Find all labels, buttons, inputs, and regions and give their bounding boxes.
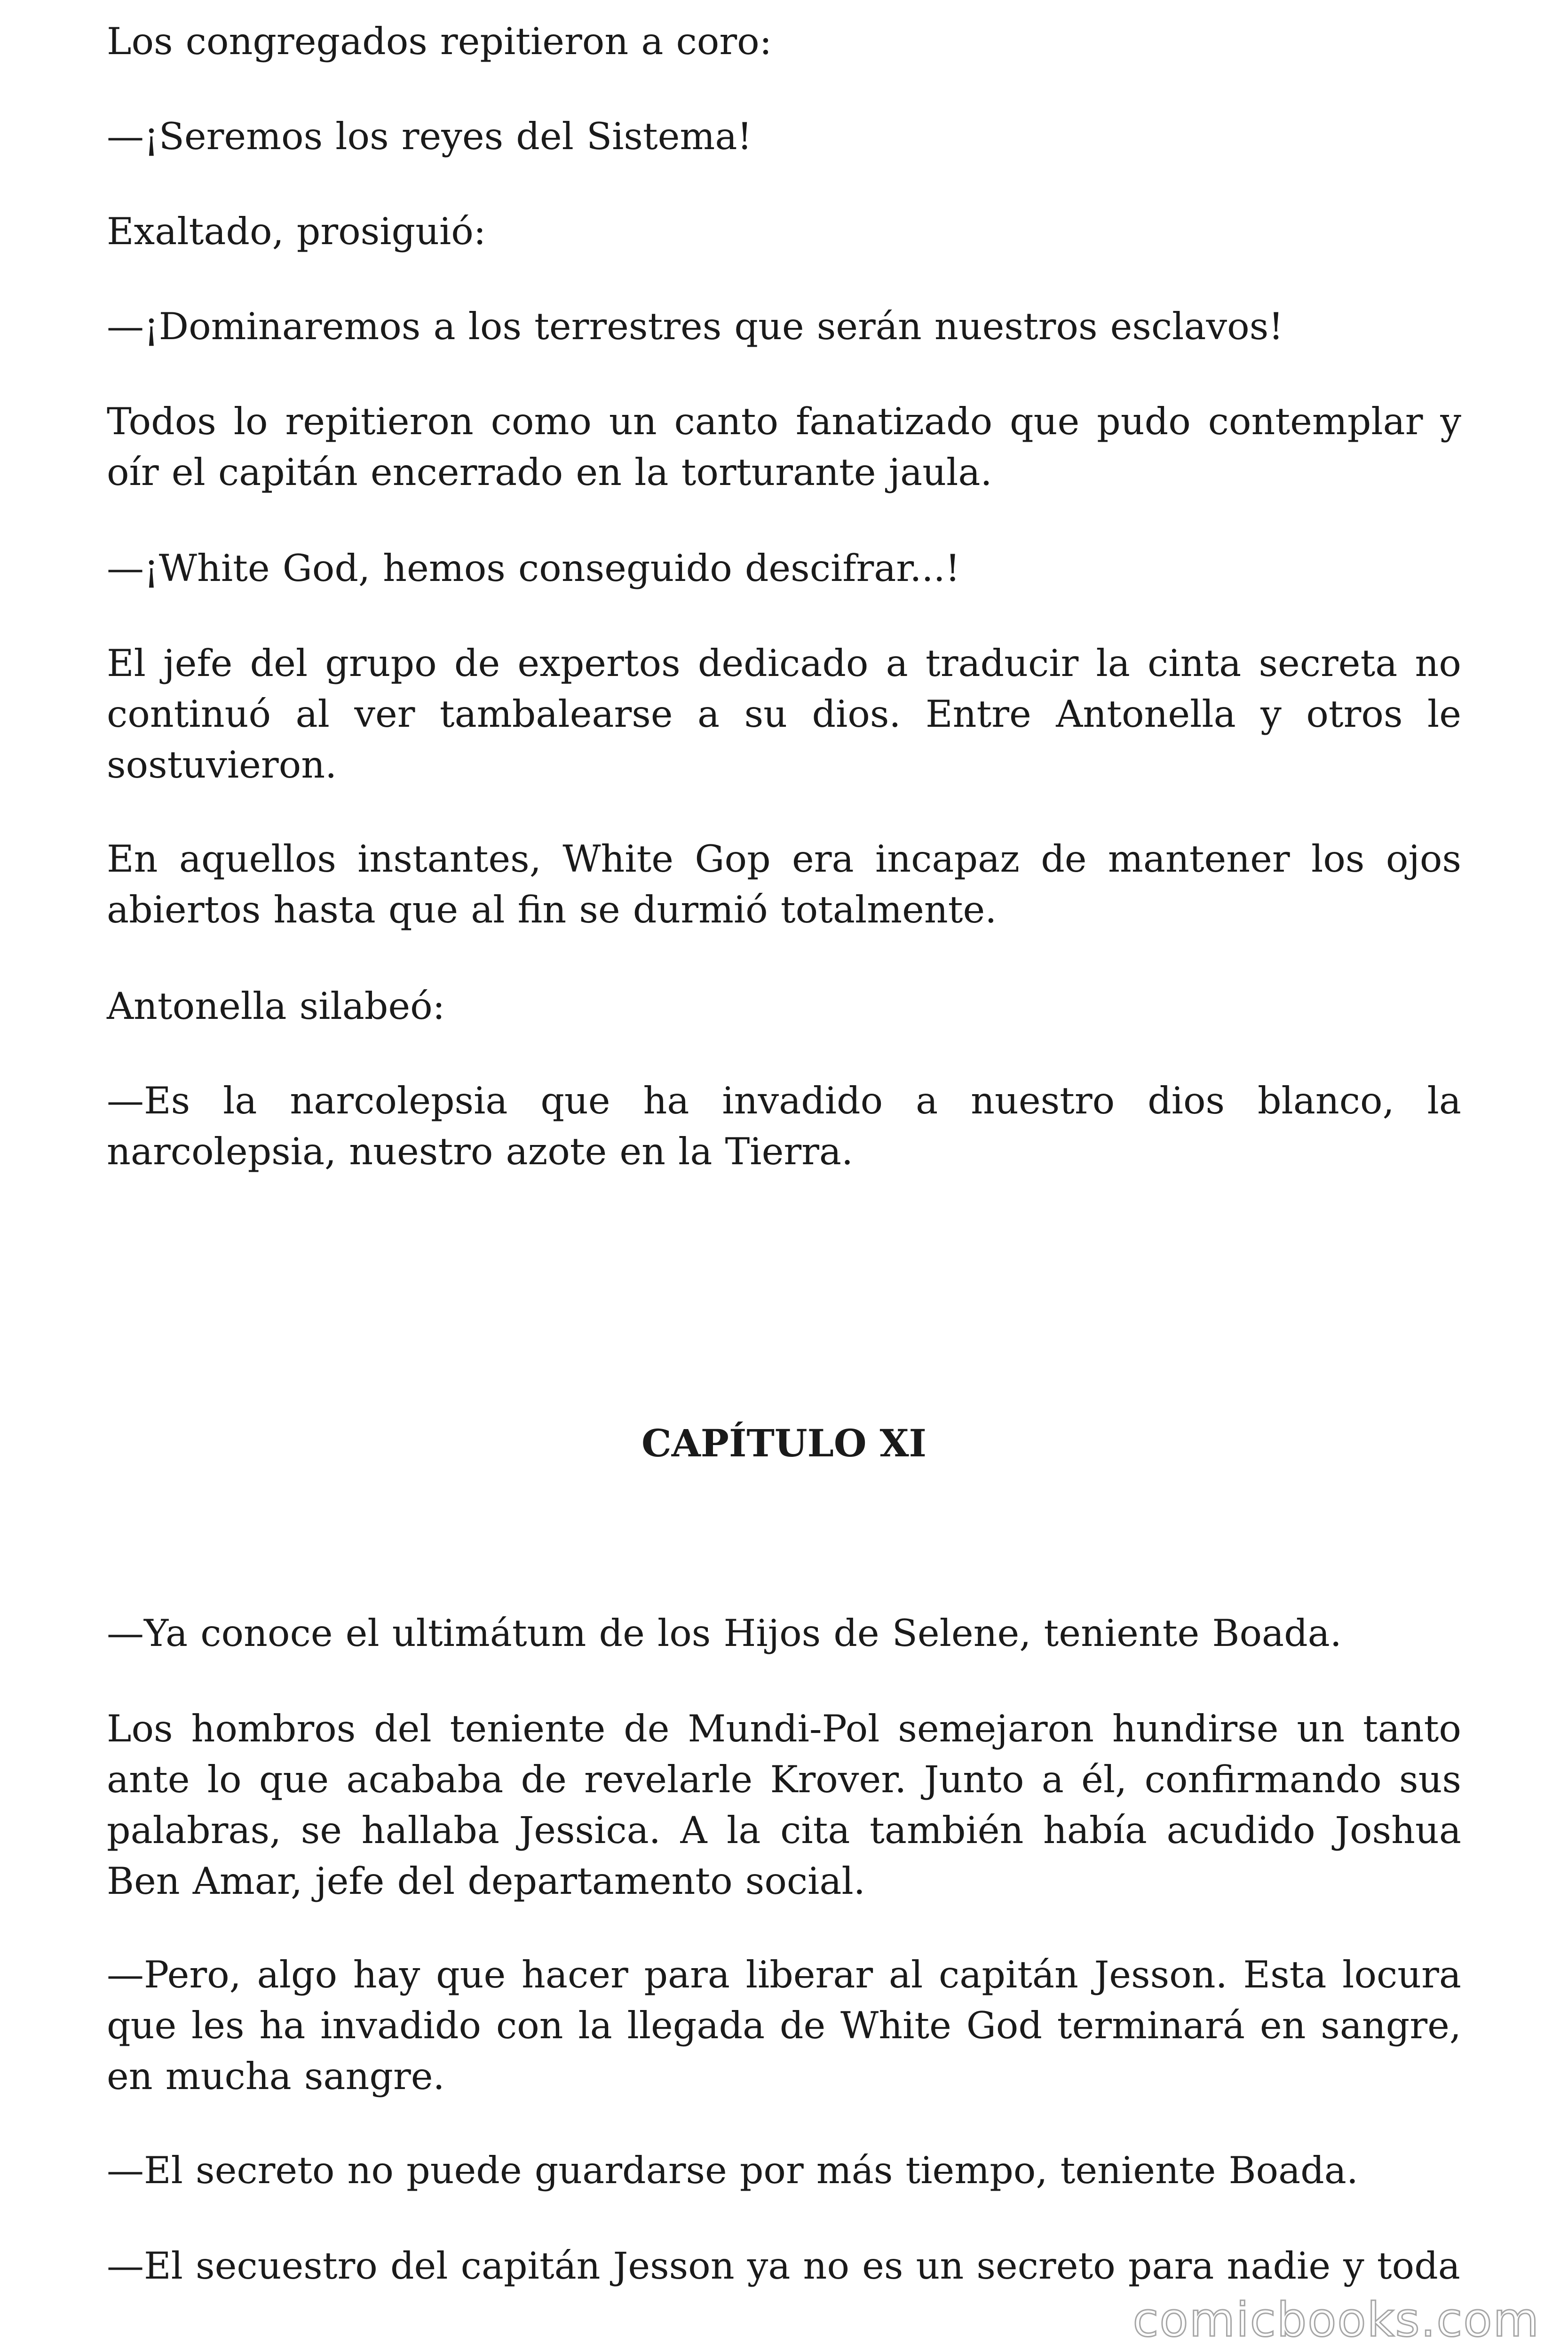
site-watermark: comicbooks.com [1132, 2292, 1540, 2347]
paragraph: En aquellos instantes, White Gop era incapaz de mantener los ojos abiertos hasta que al fin se durmió totalmente. [107, 837, 1461, 931]
paragraph: Exaltado, prosiguió: [107, 210, 486, 253]
paragraph: —¡White God, hemos conseguido descifrar...! [107, 547, 960, 590]
paragraph: —Ya conoce el ultimátum de los Hijos de Selene, teniente Boada. [107, 1612, 1342, 1655]
chapter-heading: CAPÍTULO XI [641, 1421, 927, 1465]
paragraph: Los congregados repitieron a coro: [107, 20, 772, 63]
paragraph: Todos lo repitieron como un canto fanatizado que pudo contemplar y oír el capitán encerrado en la torturante jaula. [107, 400, 1461, 494]
paragraph: El jefe del grupo de expertos dedicado a traducir la cinta secreta no continuó al ver tambalearse a su dios. Entre Antonella y otros le sostuvieron. [107, 642, 1461, 787]
paragraph: Antonella silabeó: [107, 985, 445, 1028]
book-page [107, 0, 1461, 2352]
paragraph: —El secreto no puede guardarse por más tiempo, teniente Boada. [107, 2149, 1358, 2192]
paragraph: —Pero, algo hay que hacer para liberar al capitán Jesson. Esta locura que les ha invadido con la llegada de White God terminará en sangre, en mucha sangre. [107, 1953, 1461, 2098]
paragraph: Los hombros del teniente de Mundi-Pol semejaron hundirse un tanto ante lo que acababa de revelarle Krover. Junto a él, confirmando sus palabras, se hallaba Jessica. A la cita también había acudido Joshua Ben Amar, jefe del departamento social. [107, 1707, 1461, 1903]
paragraph: —¡Seremos los reyes del Sistema! [107, 115, 752, 158]
paragraph: —¡Dominaremos a los terrestres que serán nuestros esclavos! [107, 305, 1283, 348]
paragraph: —El secuestro del capitán Jesson ya no es un secreto para nadie y toda [107, 2244, 1460, 2288]
paragraph: —Es la narcolepsia que ha invadido a nuestro dios blanco, la narcolepsia, nuestro azote en la Tierra. [107, 1079, 1461, 1173]
